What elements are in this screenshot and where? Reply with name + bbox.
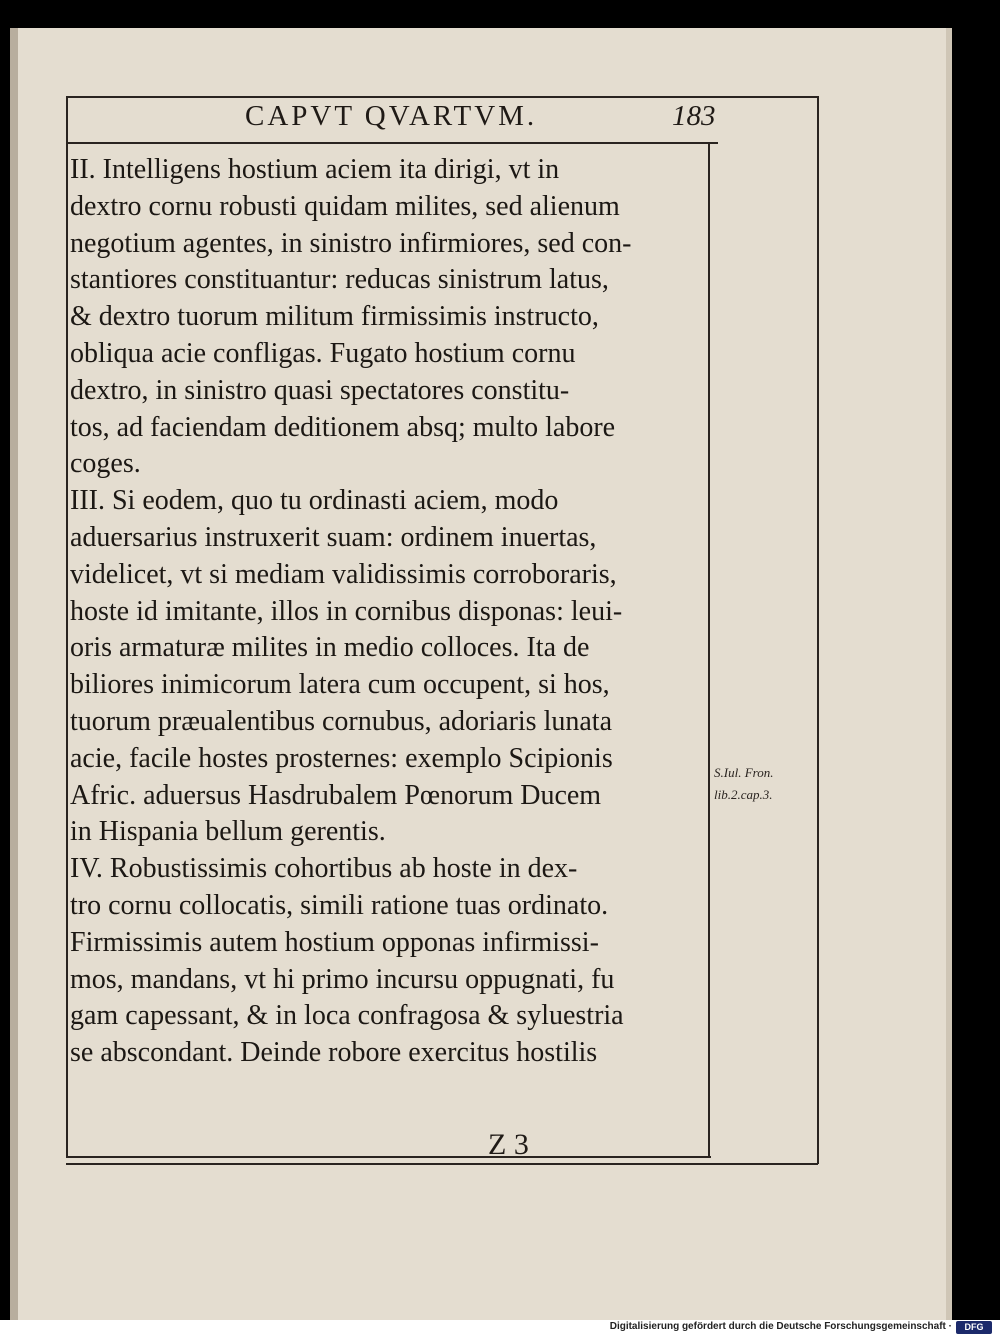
text-line: hoste id imitante, illos in cornibus disponas: leui- (70, 595, 623, 627)
text-line: coges. (70, 448, 141, 480)
text-line: II. Intelligens hostium aciem ita dirigi, vt in (70, 154, 560, 185)
text-line: se abscondant. Deinde robore exercitus hostilis (70, 1037, 598, 1069)
page-number: 183 (672, 100, 716, 132)
left-frame-rule (66, 96, 68, 1156)
text-line: videlicet, vt si mediam validissimis corroboraris, (70, 558, 617, 590)
text-line: acie, facile hostes prosternes: exemplo Scipionis (70, 742, 613, 774)
digitization-footer (0, 1320, 1000, 1336)
text-line: III. Si eodem, quo tu ordinasti aciem, modo (70, 485, 559, 517)
footer-credit: Digitalisierung gefördert durch die Deutsche Forschungsgemeinschaft · (609, 1321, 952, 1332)
signature-mark: Z 3 (488, 1128, 529, 1161)
text-line: dextro cornu robusti quidam milites, sed alienum (70, 190, 620, 222)
header-rule-top (68, 96, 818, 98)
bottom-rule-outer (66, 1163, 818, 1165)
text-line: biliores inimicorum latera cum occupent, si hos, (70, 669, 610, 701)
running-title: CAPVT QVARTVM. (245, 100, 538, 132)
text-line: tuorum præualentibus cornubus, adoriaris lunata (70, 706, 612, 737)
bottom-rule-inner (66, 1156, 711, 1158)
text-line: tos, ad faciendam deditionem absq; multo labore (70, 411, 616, 443)
margin-note-line2: lib.2.cap.3. (714, 787, 773, 802)
page-edge (10, 28, 18, 1320)
text-line: stantiores constituantur: reducas sinistrum latus, (70, 264, 609, 296)
text-line: Firmissimis autem hostium opponas infirmissi- (70, 926, 599, 958)
text-line: tro cornu collocatis, simili ratione tuas ordinato. (70, 890, 609, 921)
text-line: negotium agentes, in sinistro infirmiores, sed con- (70, 227, 632, 259)
header-rule-bottom (68, 142, 718, 144)
outer-right-rule (817, 96, 819, 1164)
text-line: gam capessant, & in loca confragosa & syluestria (70, 1000, 624, 1032)
dfg-logo: DFG (956, 1321, 992, 1334)
text-line: aduersarius instruxerit suam: ordinem inuertas, (70, 522, 597, 553)
text-line: dextro, in sinistro quasi spectatores constitu- (70, 374, 570, 406)
right-frame-rule (708, 142, 710, 1157)
text-line: in Hispania bellum gerentis. (70, 816, 386, 848)
text-line: & dextro tuorum militum firmissimis instructo, (70, 301, 599, 333)
text-line: obliqua acie confligas. Fugato hostium cornu (70, 338, 576, 369)
text-line: oris armaturæ milites in medio colloces. Ita de (70, 632, 590, 664)
margin-note-line1: S.Iul. Fron. (714, 765, 774, 780)
text-line: Afric. aduersus Hasdrubalem Pœnorum Ducem (70, 779, 602, 811)
text-line: mos, mandans, vt hi primo incursu oppugnati, fu (70, 963, 615, 995)
text-line: IV. Robustissimis cohortibus ab hoste in dex- (70, 853, 578, 885)
